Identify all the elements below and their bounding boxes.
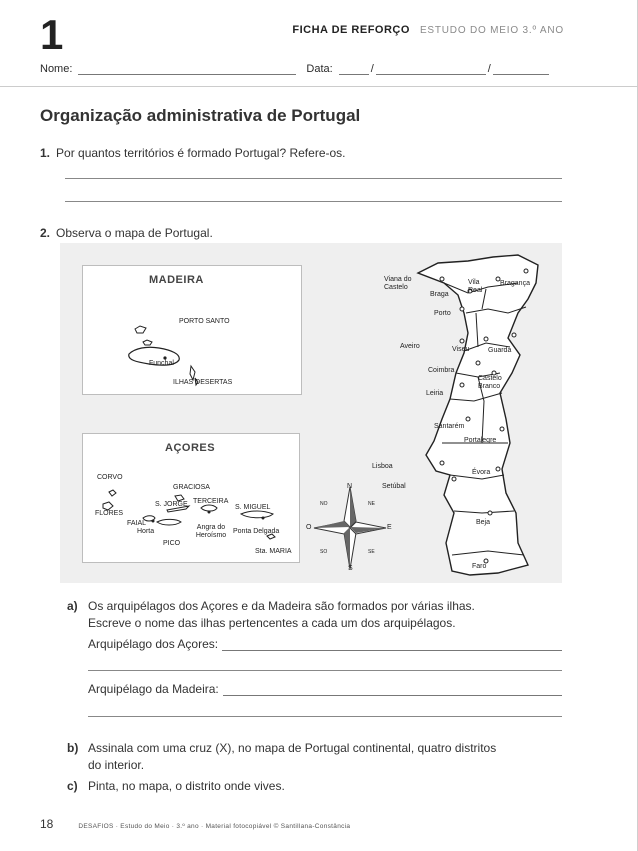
- page-title: Organização administrativa de Portugal: [40, 106, 361, 125]
- santa-maria-label: Sta. MARIA: [255, 548, 292, 555]
- question-2a-letter: a): [67, 599, 78, 613]
- district-viseu: Viseu: [452, 346, 470, 353]
- madeira-answer-line-2[interactable]: [88, 716, 562, 717]
- district-castelo-branco: Castelo Branco: [478, 375, 502, 390]
- district-lisboa: Lisboa: [372, 463, 393, 470]
- pico-label: PICO: [163, 540, 181, 547]
- question-2: [40, 226, 213, 240]
- sheet-number: 1: [40, 11, 64, 58]
- question-2-number: 2.: [40, 226, 51, 240]
- date-year-field[interactable]: [493, 65, 549, 75]
- district-coimbra: Coimbra: [428, 367, 455, 374]
- portugal-map: [60, 243, 562, 583]
- footer-credits: DESAFIOS · Estudo do Meio · 3.º ano · Material fotocopiável © Santillana-Constância: [78, 823, 351, 830]
- acores-answer-line-2[interactable]: [88, 670, 562, 671]
- date-slash-2: /: [487, 63, 491, 75]
- question-2-text: Observa o mapa de Portugal.: [56, 226, 213, 240]
- horta-label: Horta: [137, 528, 155, 535]
- faial-label: FAIAL: [127, 520, 147, 527]
- district-portalegre: Portalegre: [464, 437, 497, 444]
- ponta-delgada-label: Ponta Delgada: [233, 528, 280, 535]
- question-2c-letter: c): [67, 779, 78, 793]
- question-2c: [67, 778, 285, 795]
- district-porto: Porto: [434, 310, 451, 317]
- question-1-text: Por quantos territórios é formado Portugal? Refere-os.: [56, 146, 346, 160]
- acores-inset: [82, 433, 300, 563]
- district-vila-real: Vila Real: [468, 279, 483, 294]
- compass-se: SE: [368, 549, 375, 555]
- worksheet-header: [292, 24, 564, 36]
- question-2b: [67, 740, 496, 774]
- question-2b-letter: b): [67, 741, 79, 755]
- district-braganca: Bragança: [500, 280, 530, 287]
- question-2a-line2: Escreve o nome das ilhas pertencentes a cada um dos arquipélagos.: [88, 616, 456, 630]
- compass-so: SO: [320, 549, 328, 555]
- district-santarem: Santarém: [434, 423, 465, 430]
- compass-ne: NE: [368, 501, 375, 507]
- question-2a-line1: Os arquipélagos dos Açores e da Madeira são formados por várias ilhas.: [88, 599, 475, 613]
- date-slash-1: /: [370, 63, 374, 75]
- answer-line-2[interactable]: [65, 201, 562, 202]
- question-2c-text: Pinta, no mapa, o distrito onde vives.: [88, 779, 285, 793]
- sao-miguel-label: S. MIGUEL: [235, 504, 271, 511]
- district-viana-do-castelo: Viana do Castelo: [384, 276, 412, 291]
- district-faro: Faro: [472, 563, 487, 570]
- madeira-islands-drawing: [83, 266, 303, 396]
- madeira-answer-row: [88, 682, 562, 696]
- terceira-label: TERCEIRA: [193, 498, 229, 505]
- compass-no: NO: [320, 501, 328, 507]
- acores-answer-field[interactable]: [222, 641, 562, 651]
- ilhas-desertas-label: ILHAS DESERTAS: [173, 379, 233, 386]
- madeira-answer-label: Arquipélago da Madeira:: [88, 682, 219, 696]
- date-label: Data:: [306, 63, 333, 75]
- district-setubal: Setúbal: [382, 483, 406, 490]
- question-2b-line1: Assinala com uma cruz (X), no mapa de Portugal continental, quatro distritos: [88, 741, 497, 755]
- corvo-label: CORVO: [97, 474, 123, 481]
- funchal-label: Funchal: [149, 360, 174, 367]
- name-label: Nome:: [40, 63, 73, 75]
- date-day-field[interactable]: [339, 65, 369, 75]
- worksheet-type: FICHA DE REFORÇO: [292, 24, 410, 36]
- question-1: [40, 146, 346, 160]
- porto-santo-label: PORTO SANTO: [179, 318, 230, 325]
- name-date-bar: [40, 63, 562, 75]
- district-aveiro: Aveiro: [400, 343, 420, 350]
- acores-answer-label: Arquipélago dos Açores:: [88, 637, 219, 651]
- compass-o: O: [306, 524, 312, 531]
- page-number: 18: [40, 817, 54, 831]
- district-leiria: Leiria: [426, 390, 444, 397]
- answer-line-1[interactable]: [65, 178, 562, 179]
- district-braga: Braga: [430, 291, 449, 298]
- question-1-number: 1.: [40, 146, 51, 160]
- date-month-field[interactable]: [376, 65, 486, 75]
- district-guarda: Guarda: [488, 347, 512, 354]
- sao-jorge-label: S. JORGE: [155, 501, 188, 508]
- graciosa-label: GRACIOSA: [173, 484, 210, 491]
- district-evora: Évora: [472, 469, 491, 476]
- compass-s: S: [348, 565, 353, 572]
- madeira-inset: [82, 265, 302, 395]
- question-2a: [67, 598, 475, 632]
- flores-label: FLORES: [95, 510, 124, 517]
- header-divider: [0, 86, 638, 87]
- compass-n: N: [347, 483, 353, 490]
- madeira-answer-field[interactable]: [223, 686, 562, 696]
- acores-islands-drawing: [83, 434, 301, 564]
- compass-e: E: [387, 524, 392, 531]
- acores-title: AÇORES: [165, 442, 216, 454]
- district-beja: Beja: [476, 519, 491, 526]
- angra-label: Angra do Heroísmo: [195, 524, 227, 539]
- subject-grade: ESTUDO DO MEIO 3.º ANO: [419, 25, 564, 36]
- acores-answer-row: [88, 637, 562, 651]
- name-field[interactable]: [78, 65, 296, 75]
- madeira-title: MADEIRA: [149, 274, 204, 286]
- question-2b-line2: do interior.: [88, 758, 145, 772]
- page-footer: [40, 817, 350, 831]
